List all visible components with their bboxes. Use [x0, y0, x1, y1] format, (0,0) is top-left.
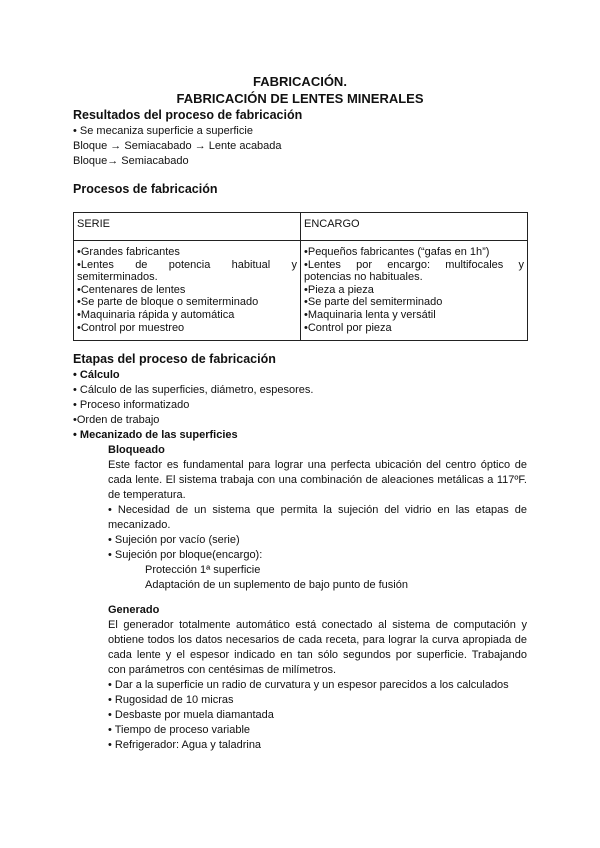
serie-item: •Control por muestreo — [77, 321, 185, 334]
necesidad-line: • Necesidad de un sistema que permita la sujeción del vidrio en las etapas de — [108, 504, 527, 516]
cell-encargo — [301, 241, 528, 341]
generado-item: • Desbaste por muela diamantada — [108, 709, 274, 721]
serie-item: •Lentes de potencia habitual y — [77, 258, 297, 271]
generado-item: • Tiempo de proceso variable — [108, 724, 251, 736]
serie-item: •Centenares de lentes — [77, 283, 186, 296]
calculo-item: •Orden de trabajo — [73, 414, 160, 426]
procesos-heading: Procesos de fabricación — [73, 182, 218, 196]
bloqueado-paragraph-line: Este factor es fundamental para lograr una perfecta ubicación del centro óptico de — [108, 459, 527, 471]
bloqueado-paragraph-line: de temperatura. — [108, 489, 186, 501]
sujecion-subitem: Adaptación de un suplemento de bajo punto de fusión — [145, 579, 408, 591]
table-header-row — [74, 213, 528, 241]
sujecion-item: • Sujeción por vacío (serie) — [108, 534, 240, 546]
encargo-item: •Se parte del semiterminado — [304, 296, 443, 309]
serie-item: •Grandes fabricantes — [77, 246, 180, 258]
resultados-line: Bloque → Semiacabado → Lente acabada — [73, 140, 282, 152]
encargo-item: •Control por pieza — [304, 321, 392, 334]
bloqueado-heading: Bloqueado — [108, 444, 165, 456]
necesidad-line: mecanizado. — [108, 519, 171, 531]
encargo-item: •Pieza a pieza — [304, 283, 374, 296]
sujecion-item: • Sujeción por bloque(encargo): — [108, 549, 263, 561]
generado-paragraph-line: cada lente y el espesor indicado en tan sólo segundos por superficie. Trabajando — [108, 649, 527, 661]
encargo-item: potencias no habituales. — [304, 271, 423, 284]
serie-item: •Se parte de bloque o semiterminado — [77, 296, 259, 309]
document-title: FABRICACIÓN. — [253, 74, 347, 89]
table-row — [74, 241, 528, 341]
resultados-heading: Resultados del proceso de fabricación — [73, 108, 303, 122]
procesos-table — [73, 212, 528, 341]
calculo-item: • Proceso informatizado — [73, 399, 190, 411]
resultados-line: • Se mecaniza superficie a superficie — [73, 125, 253, 137]
bloqueado-paragraph-line: cada lente. El sistema trabaja con una combinación de aleaciones metálicas a 117ºF. — [108, 474, 527, 486]
cell-serie — [74, 241, 301, 341]
etapas-heading: Etapas del proceso de fabricación — [73, 352, 276, 366]
generado-item: • Refrigerador: Agua y taladrina — [108, 739, 262, 751]
encargo-item: •Lentes por encargo: multifocales y — [304, 258, 524, 271]
generado-heading: Generado — [108, 604, 160, 616]
sujecion-subitem: Protección 1ª superficie — [145, 564, 261, 576]
serie-item: semiterminados. — [77, 271, 158, 284]
generado-paragraph-line: con parámetros con centésimas de milímetros. — [108, 664, 337, 676]
encargo-item: •Maquinaria lenta y versátil — [304, 308, 436, 321]
encargo-item: •Pequeños fabricantes (“gafas en 1h”) — [304, 246, 490, 258]
calculo-item: • Cálculo de las superficies, diámetro, espesores. — [73, 384, 314, 396]
header-encargo: ENCARGO — [301, 213, 528, 241]
mecanizado-heading: • Mecanizado de las superficies — [73, 429, 238, 441]
generado-item: • Dar a la superficie un radio de curvatura y un espesor parecidos a los calculados — [108, 679, 509, 691]
serie-item: •Maquinaria rápida y automática — [77, 308, 235, 321]
generado-item: • Rugosidad de 10 micras — [108, 694, 234, 706]
calculo-heading: • Cálculo — [73, 369, 120, 381]
resultados-line: Bloque→ Semiacabado — [73, 155, 189, 167]
document-subtitle: FABRICACIÓN DE LENTES MINERALES — [176, 91, 424, 106]
header-serie: SERIE — [74, 213, 301, 241]
generado-paragraph-line: El generador totalmente automático está conectado al sistema de computación y — [108, 619, 527, 631]
generado-paragraph-line: obtiene todos los datos necesarios de cada receta, para lograr la curva apropiada de — [108, 634, 527, 646]
